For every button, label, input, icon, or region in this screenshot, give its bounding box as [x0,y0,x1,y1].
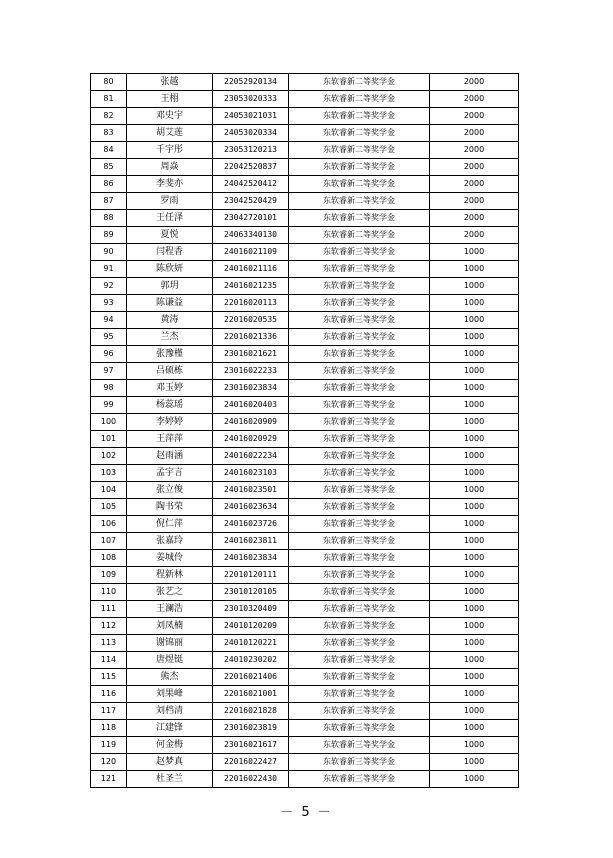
award-name: 东软睿新二等奖学金 [289,227,430,244]
award-amount: 2000 [430,210,519,227]
student-id: 24063340130 [213,227,289,244]
student-id: 24016020909 [213,414,289,431]
student-name: 刘凤楠 [127,618,213,635]
student-id: 24010120209 [213,618,289,635]
student-name: 何金梅 [127,737,213,754]
student-name: 邓史宇 [127,108,213,125]
table-row [91,363,519,380]
student-id: 22016021001 [213,686,289,703]
award-name: 东软睿新二等奖学金 [289,193,430,210]
student-name: 吕硕栋 [127,363,213,380]
row-number: 80 [91,74,127,91]
student-id: 23016023819 [213,720,289,737]
table-row [91,686,519,703]
row-number: 110 [91,584,127,601]
student-id: 23016021621 [213,346,289,363]
row-number: 119 [91,737,127,754]
student-id: 23010320409 [213,601,289,618]
row-number: 95 [91,329,127,346]
row-number: 84 [91,142,127,159]
table-row [91,584,519,601]
award-amount: 1000 [430,431,519,448]
award-name: 东软睿新三等奖学金 [289,533,430,550]
award-name: 东软睿新三等奖学金 [289,601,430,618]
student-name: 郭玥 [127,278,213,295]
award-name: 东软睿新三等奖学金 [289,329,430,346]
student-name: 王任泽 [127,210,213,227]
row-number: 117 [91,703,127,720]
student-name: 张艺之 [127,584,213,601]
student-id: 22042520837 [213,159,289,176]
student-name: 张豫槿 [127,346,213,363]
student-id: 23016021617 [213,737,289,754]
award-amount: 1000 [430,737,519,754]
row-number: 96 [91,346,127,363]
row-number: 116 [91,686,127,703]
row-number: 82 [91,108,127,125]
award-amount: 1000 [430,771,519,788]
table-row [91,618,519,635]
table-row [91,329,519,346]
student-id: 24010120221 [213,635,289,652]
award-amount: 1000 [430,261,519,278]
table-row [91,176,519,193]
award-amount: 2000 [430,108,519,125]
award-name: 东软睿新二等奖学金 [289,74,430,91]
award-name: 东软睿新三等奖学金 [289,652,430,669]
student-id: 24016021109 [213,244,289,261]
award-name: 东软睿新三等奖学金 [289,414,430,431]
student-id: 24042520412 [213,176,289,193]
row-number: 88 [91,210,127,227]
student-id: 22016022430 [213,771,289,788]
table-row [91,448,519,465]
row-number: 109 [91,567,127,584]
table-row [91,295,519,312]
student-name: 陶书荣 [127,499,213,516]
row-number: 85 [91,159,127,176]
award-name: 东软睿新三等奖学金 [289,720,430,737]
student-id: 24016020929 [213,431,289,448]
student-name: 罗雨 [127,193,213,210]
table-row [91,567,519,584]
row-number: 91 [91,261,127,278]
student-name: 王栩 [127,91,213,108]
row-number: 112 [91,618,127,635]
award-name: 东软睿新三等奖学金 [289,516,430,533]
award-name: 东软睿新三等奖学金 [289,448,430,465]
award-amount: 1000 [430,380,519,397]
award-name: 东软睿新三等奖学金 [289,686,430,703]
table-row [91,669,519,686]
award-name: 东软睿新三等奖学金 [289,703,430,720]
row-number: 113 [91,635,127,652]
student-name: 闫程香 [127,244,213,261]
table-row [91,465,519,482]
table-row [91,516,519,533]
table-row [91,278,519,295]
award-amount: 2000 [430,91,519,108]
student-id: 23042520429 [213,193,289,210]
student-name: 张立俊 [127,482,213,499]
student-name: 胡艾莲 [127,125,213,142]
student-id: 24010230202 [213,652,289,669]
award-name: 东软睿新二等奖学金 [289,159,430,176]
row-number: 83 [91,125,127,142]
student-id: 24016021116 [213,261,289,278]
student-name: 赵雨涵 [127,448,213,465]
student-name: 兰杰 [127,329,213,346]
award-amount: 1000 [430,465,519,482]
award-name: 东软睿新二等奖学金 [289,91,430,108]
student-id: 24016023811 [213,533,289,550]
student-id: 24053021031 [213,108,289,125]
row-number: 86 [91,176,127,193]
row-number: 98 [91,380,127,397]
award-amount: 1000 [430,754,519,771]
award-name: 东软睿新三等奖学金 [289,397,430,414]
table-row [91,601,519,618]
student-id: 24053020334 [213,125,289,142]
row-number: 97 [91,363,127,380]
award-amount: 1000 [430,397,519,414]
student-name: 唐煜铤 [127,652,213,669]
row-number: 101 [91,431,127,448]
award-amount: 1000 [430,448,519,465]
award-amount: 1000 [430,499,519,516]
row-number: 121 [91,771,127,788]
student-name: 刘果峰 [127,686,213,703]
student-name: 谢锦丽 [127,635,213,652]
award-amount: 1000 [430,652,519,669]
award-amount: 2000 [430,159,519,176]
row-number: 114 [91,652,127,669]
student-id: 23053120213 [213,142,289,159]
table-row [91,227,519,244]
award-name: 东软睿新三等奖学金 [289,244,430,261]
table-row [91,550,519,567]
student-id: 22016021336 [213,329,289,346]
student-id: 23016023834 [213,380,289,397]
row-number: 120 [91,754,127,771]
award-name: 东软睿新三等奖学金 [289,346,430,363]
student-id: 22016021406 [213,669,289,686]
student-id: 22016022427 [213,754,289,771]
table-row [91,754,519,771]
award-name: 东软睿新二等奖学金 [289,108,430,125]
row-number: 81 [91,91,127,108]
award-name: 东软睿新三等奖学金 [289,312,430,329]
award-amount: 1000 [430,567,519,584]
page-number: － 5 － [280,805,333,820]
student-id: 23042720101 [213,210,289,227]
student-name: 千宇彤 [127,142,213,159]
table-row [91,380,519,397]
award-name: 东软睿新三等奖学金 [289,635,430,652]
award-name: 东软睿新三等奖学金 [289,771,430,788]
student-id: 22016020535 [213,312,289,329]
table-row [91,125,519,142]
student-name: 黄涛 [127,312,213,329]
student-name: 程新林 [127,567,213,584]
award-name: 东软睿新三等奖学金 [289,669,430,686]
table-row [91,720,519,737]
student-name: 陈欣妍 [127,261,213,278]
award-name: 东软睿新三等奖学金 [289,295,430,312]
row-number: 100 [91,414,127,431]
row-number: 93 [91,295,127,312]
student-id: 22052920134 [213,74,289,91]
award-amount: 1000 [430,278,519,295]
award-name: 东软睿新二等奖学金 [289,142,430,159]
award-name: 东软睿新三等奖学金 [289,584,430,601]
student-id: 24016023726 [213,516,289,533]
award-amount: 1000 [430,482,519,499]
row-number: 89 [91,227,127,244]
award-name: 东软睿新三等奖学金 [289,618,430,635]
student-name: 李斐亦 [127,176,213,193]
student-name: 熊杰 [127,669,213,686]
student-name: 杨蕊瑶 [127,397,213,414]
award-amount: 1000 [430,295,519,312]
student-id: 24016020403 [213,397,289,414]
award-amount: 1000 [430,533,519,550]
award-name: 东软睿新三等奖学金 [289,431,430,448]
student-name: 夏悦 [127,227,213,244]
student-name: 江建锋 [127,720,213,737]
student-name: 孟宇言 [127,465,213,482]
table-row [91,397,519,414]
award-amount: 1000 [430,516,519,533]
award-name: 东软睿新三等奖学金 [289,550,430,567]
row-number: 102 [91,448,127,465]
student-id: 24016022234 [213,448,289,465]
student-id: 24016023834 [213,550,289,567]
award-name: 东软睿新三等奖学金 [289,465,430,482]
row-number: 115 [91,669,127,686]
award-amount: 1000 [430,686,519,703]
award-name: 东软睿新三等奖学金 [289,261,430,278]
table-row [91,499,519,516]
scholarship-table-body [91,74,519,788]
table-row [91,414,519,431]
award-amount: 1000 [430,414,519,431]
award-amount: 2000 [430,227,519,244]
row-number: 111 [91,601,127,618]
student-name: 张嘉玲 [127,533,213,550]
student-id: 23016022233 [213,363,289,380]
table-row [91,312,519,329]
student-name: 倪仁萍 [127,516,213,533]
table-row [91,142,519,159]
row-number: 108 [91,550,127,567]
row-number: 90 [91,244,127,261]
row-number: 107 [91,533,127,550]
award-name: 东软睿新三等奖学金 [289,737,430,754]
award-name: 东软睿新三等奖学金 [289,380,430,397]
table-row [91,193,519,210]
award-amount: 1000 [430,363,519,380]
table-row [91,635,519,652]
award-amount: 1000 [430,669,519,686]
table-row [91,737,519,754]
award-amount: 1000 [430,346,519,363]
award-name: 东软睿新二等奖学金 [289,125,430,142]
student-name: 周焱 [127,159,213,176]
table-row [91,533,519,550]
award-amount: 1000 [430,550,519,567]
student-id: 22010120111 [213,567,289,584]
award-name: 东软睿新三等奖学金 [289,499,430,516]
table-row [91,431,519,448]
student-id: 24016023501 [213,482,289,499]
student-id: 22016021828 [213,703,289,720]
table-row [91,159,519,176]
table-row [91,482,519,499]
award-amount: 1000 [430,312,519,329]
row-number: 105 [91,499,127,516]
table-row [91,652,519,669]
table-row [91,108,519,125]
student-id: 22016020113 [213,295,289,312]
award-name: 东软睿新三等奖学金 [289,278,430,295]
row-number: 103 [91,465,127,482]
student-name: 姜城伶 [127,550,213,567]
row-number: 118 [91,720,127,737]
row-number: 87 [91,193,127,210]
student-name: 王澜浩 [127,601,213,618]
table-row [91,244,519,261]
table-row [91,346,519,363]
award-name: 东软睿新二等奖学金 [289,210,430,227]
award-amount: 2000 [430,125,519,142]
row-number: 94 [91,312,127,329]
student-id: 24016021235 [213,278,289,295]
student-name: 杜圣兰 [127,771,213,788]
award-amount: 1000 [430,720,519,737]
table-row [91,261,519,278]
award-amount: 1000 [430,601,519,618]
award-name: 东软睿新二等奖学金 [289,176,430,193]
award-amount: 1000 [430,703,519,720]
row-number: 92 [91,278,127,295]
student-id: 24016023634 [213,499,289,516]
student-id: 23053020333 [213,91,289,108]
student-name: 赵梦真 [127,754,213,771]
row-number: 104 [91,482,127,499]
award-amount: 1000 [430,584,519,601]
table-row [91,210,519,227]
award-name: 东软睿新三等奖学金 [289,754,430,771]
student-name: 李婷婷 [127,414,213,431]
row-number: 106 [91,516,127,533]
award-amount: 1000 [430,618,519,635]
row-number: 99 [91,397,127,414]
award-amount: 1000 [430,635,519,652]
award-name: 东软睿新三等奖学金 [289,567,430,584]
table-row [91,771,519,788]
award-amount: 1000 [430,244,519,261]
award-amount: 1000 [430,329,519,346]
student-name: 陈谦益 [127,295,213,312]
scholarship-table [90,73,519,788]
student-name: 邓玉婷 [127,380,213,397]
award-name: 东软睿新三等奖学金 [289,363,430,380]
award-amount: 2000 [430,176,519,193]
award-amount: 2000 [430,193,519,210]
table-row [91,74,519,91]
student-id: 23010120105 [213,584,289,601]
table-row [91,703,519,720]
award-amount: 2000 [430,74,519,91]
student-name: 张越 [127,74,213,91]
award-name: 东软睿新三等奖学金 [289,482,430,499]
table-row [91,91,519,108]
student-name: 王萍萍 [127,431,213,448]
student-id: 24016023103 [213,465,289,482]
student-name: 刘档清 [127,703,213,720]
award-amount: 2000 [430,142,519,159]
